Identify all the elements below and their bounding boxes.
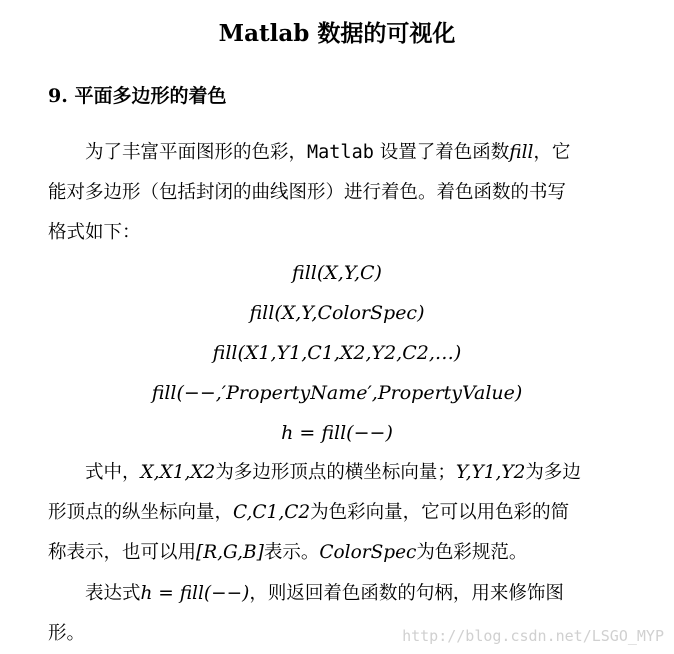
fill-function-name: fill xyxy=(509,142,534,163)
page-title: Matlab 数据的可视化 xyxy=(218,20,456,47)
formula-list xyxy=(0,253,674,453)
handle-text: 表达式 xyxy=(85,583,141,604)
math-symbol: [R,G,B] xyxy=(196,542,264,563)
formula-1: fill(X,Y,C) xyxy=(292,262,382,284)
intro-text: 为了丰富平面图形的色彩， xyxy=(85,142,308,163)
intro-text: ，它 xyxy=(533,142,571,163)
explanation-text: 为多边形顶点的横坐标向量； xyxy=(215,462,456,483)
matlab-name: Matlab xyxy=(307,142,374,163)
section-heading: 9. 平面多边形的着色 xyxy=(48,85,227,107)
intro-paragraph xyxy=(48,133,638,253)
math-symbol: ColorSpec xyxy=(319,542,417,563)
math-symbol: X,X1,X2 xyxy=(140,462,216,483)
explanation-text: 式中， xyxy=(85,462,141,483)
handle-line-1 xyxy=(48,574,638,614)
math-symbol: C,C1,C2 xyxy=(233,502,311,523)
handle-line-2: 形。 xyxy=(48,623,86,644)
handle-text: ，则返回着色函数的句柄，用来修饰图 xyxy=(249,583,564,604)
formula-4: fill(−−,′PropertyName′,PropertyValue) xyxy=(151,382,523,404)
explanation-text: 为色彩向量，它可以用色彩的简 xyxy=(310,502,570,523)
explanation-line-3 xyxy=(48,533,638,573)
explanation-text: 称表示，也可以用 xyxy=(48,542,197,563)
formula-3: fill(X1,Y1,C1,X2,Y2,C2,…) xyxy=(212,342,462,364)
math-symbol: h = fill(−−) xyxy=(140,583,250,604)
explanation-line-2 xyxy=(48,493,638,533)
math-symbol: Y,Y1,Y2 xyxy=(455,462,526,483)
intro-line-2: 能对多边形（包括封闭的曲线图形）进行着色。着色函数的书写 xyxy=(48,182,567,203)
intro-line-3: 格式如下： xyxy=(48,222,141,243)
explanation-text: 为多边 xyxy=(525,462,581,483)
explanation-text: 为色彩规范。 xyxy=(416,542,528,563)
explanation-line-1 xyxy=(48,453,638,493)
explanation-text: 形顶点的纵坐标向量， xyxy=(48,502,234,523)
explanation-text: 表示。 xyxy=(263,542,320,563)
intro-line-1 xyxy=(48,133,638,173)
formula-5: h = fill(−−) xyxy=(281,422,393,444)
explanation-paragraph xyxy=(48,453,638,573)
intro-text: 设置了着色函数 xyxy=(373,142,510,163)
watermark: http://blog.csdn.net/LSGO_MYP xyxy=(402,627,664,645)
formula-2: fill(X,Y,ColorSpec) xyxy=(249,302,425,324)
